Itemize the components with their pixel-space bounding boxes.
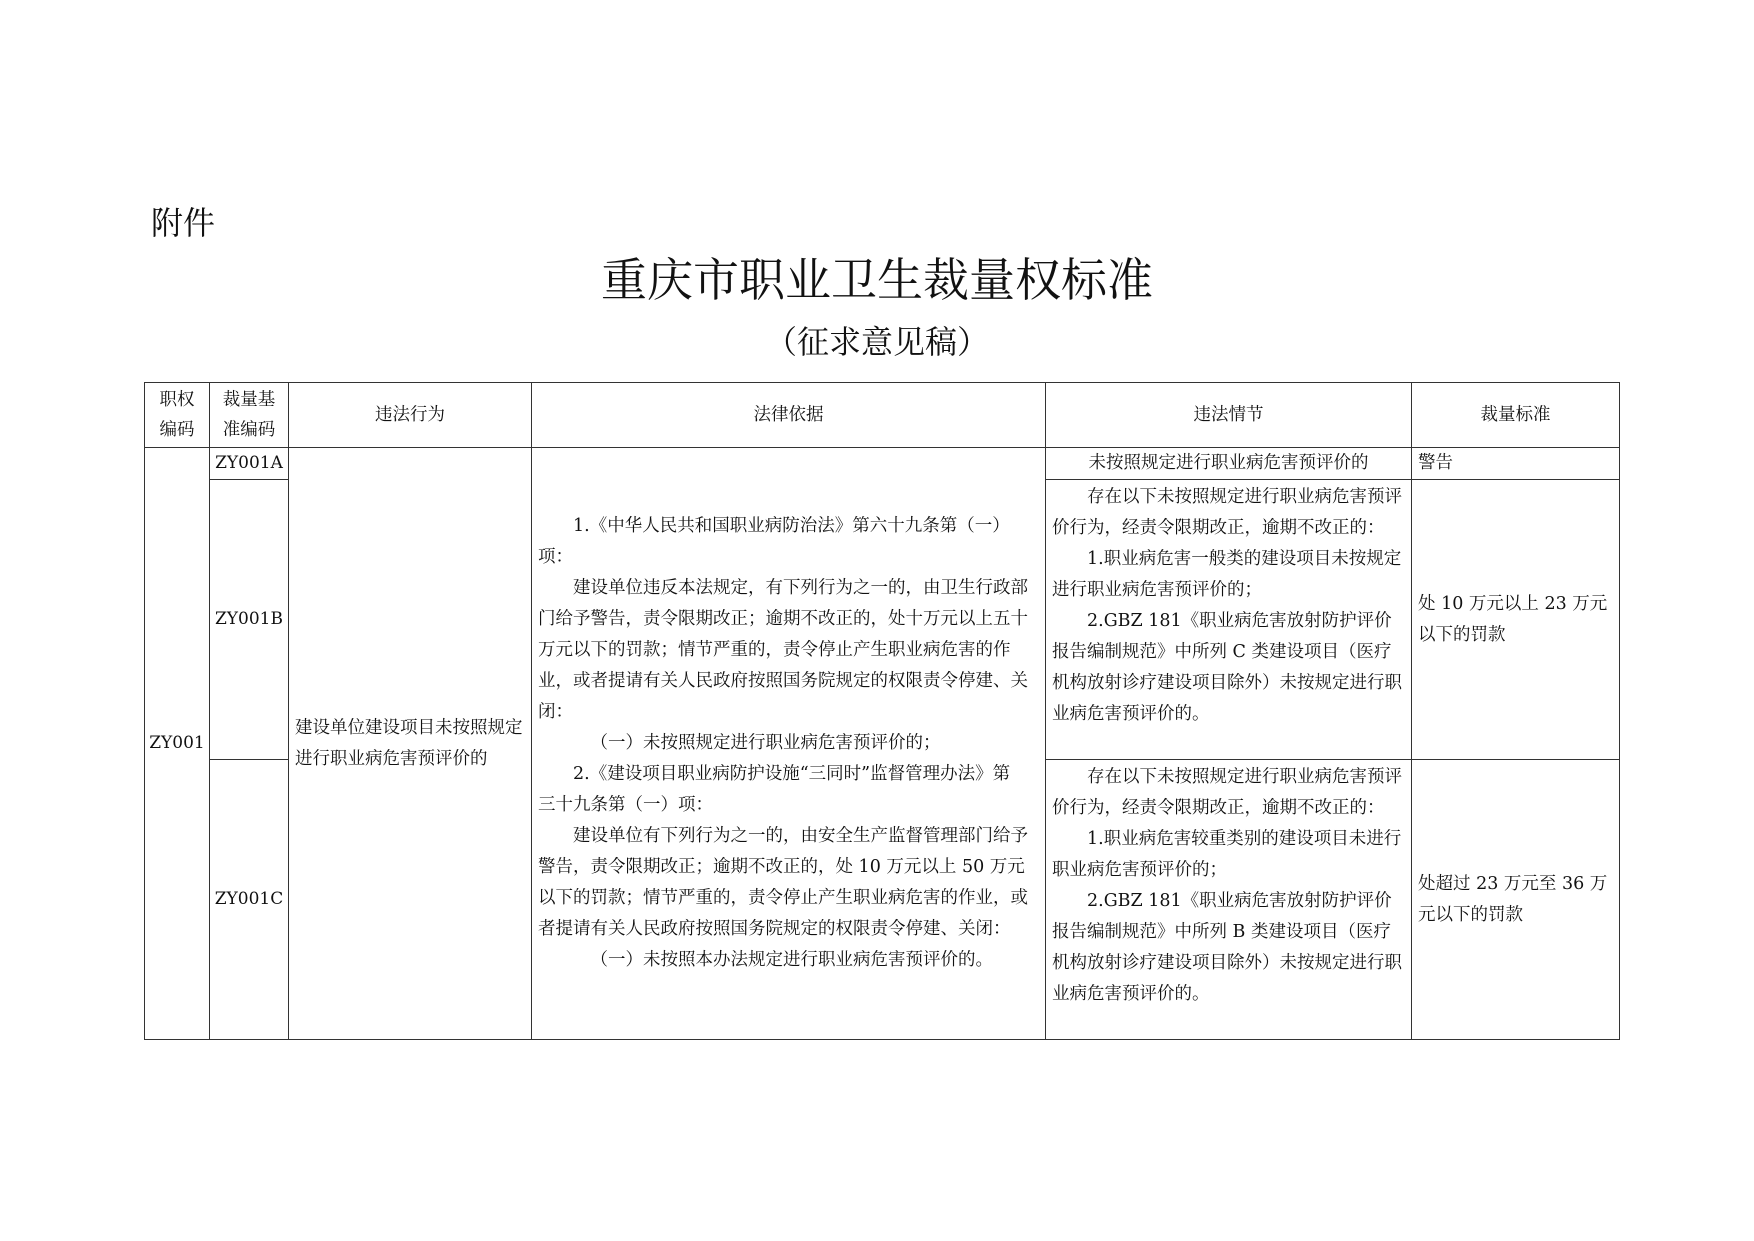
circumstance-item: 存在以下未按照规定进行职业病危害预评价行为，经责令限期改正，逾期不改正的： (1052, 487, 1402, 538)
circumstance-item: 1.职业病危害一般类的建设项目未按规定进行职业病危害预评价的； (1052, 549, 1402, 600)
document-subtitle: （征求意见稿） (764, 323, 989, 361)
standard-cell: 处超过 23 万元至 36 万元以下的罚款 (1412, 760, 1620, 1040)
header-legal-basis: 法律依据 (532, 383, 1046, 448)
circumstance-cell: 未按照规定进行职业病危害预评价的 (1046, 448, 1412, 480)
legal-basis-item: 1.《中华人民共和国职业病防治法》第六十九条第（一） (573, 516, 1010, 536)
header-authority-code-line1: 职权 (159, 390, 195, 410)
discretion-standard-table (144, 382, 1620, 1040)
baseline-code-cell: ZY001B (210, 480, 289, 760)
legal-basis-item: （一）未按照规定进行职业病危害预评价的； (590, 733, 941, 753)
legal-basis-item: 建设单位有下列行为之一的，由安全生产监督管理部门给予警告，责令限期改正；逾期不改正的，处 10 万元以上 50 万元以下的罚款；情节严重的，责令停止产生职业病危害的作业，或者提请有关人民政府按照国务院规定的权限责令停建、关闭： (538, 826, 1028, 939)
baseline-code-cell: ZY001A (210, 448, 289, 480)
header-standard: 裁量标准 (1412, 383, 1620, 448)
legal-basis-item: 项： (538, 547, 573, 567)
legal-basis-item: 建设单位违反本法规定，有下列行为之一的，由卫生行政部门给予警告，责令限期改正；逾期不改正的，处十万元以上五十万元以下的罚款；情节严重的，责令停止产生职业病危害的作业，或者提请有关人民政府按照国务院规定的权限责令停建、关闭： (538, 578, 1028, 722)
table-header-row (145, 383, 1620, 448)
circumstance-item: 2.GBZ 181《职业病危害放射防护评价报告编制规范》中所列 B 类建设项目（医疗机构放射诊疗建设项目除外）未按规定进行职业病危害预评价的。 (1052, 891, 1402, 1004)
circumstance-item: 1.职业病危害较重类别的建设项目未进行职业病危害预评价的； (1052, 829, 1402, 880)
legal-basis-cell (532, 448, 1046, 1040)
legal-basis-item: 2.《建设项目职业病防护设施“三同时”监督管理办法》第 (573, 764, 1011, 784)
circumstance-item: 2.GBZ 181《职业病危害放射防护评价报告编制规范》中所列 C 类建设项目（医疗机构放射诊疗建设项目除外）未按规定进行职业病危害预评价的。 (1052, 611, 1402, 724)
circumstance-cell (1046, 760, 1412, 1040)
document-title: 重庆市职业卫生裁量权标准 (601, 253, 1153, 307)
legal-basis-item: 三十九条第（一）项： (538, 795, 713, 815)
violation-cell: 建设单位建设项目未按照规定进行职业病危害预评价的 (289, 448, 532, 1040)
authority-code-cell: ZY001 (145, 448, 210, 1040)
header-authority-code-line2: 编码 (159, 420, 195, 440)
circumstance-item: 存在以下未按照规定进行职业病危害预评价行为，经责令限期改正，逾期不改正的： (1052, 767, 1402, 818)
header-violation: 违法行为 (289, 383, 532, 448)
header-circumstance: 违法情节 (1046, 383, 1412, 448)
circumstance-cell (1046, 480, 1412, 760)
table-row (145, 448, 1620, 480)
header-baseline-code (210, 383, 289, 448)
baseline-code-cell: ZY001C (210, 760, 289, 1040)
legal-basis-item: （一）未按照本办法规定进行职业病危害预评价的。 (590, 950, 993, 970)
header-baseline-code-line1: 裁量基 (222, 390, 276, 410)
header-baseline-code-line2: 准编码 (222, 420, 276, 440)
standard-cell: 处 10 万元以上 23 万元以下的罚款 (1412, 480, 1620, 760)
attachment-label: 附件 (151, 204, 216, 242)
standard-cell: 警告 (1412, 448, 1620, 480)
header-authority-code (145, 383, 210, 448)
